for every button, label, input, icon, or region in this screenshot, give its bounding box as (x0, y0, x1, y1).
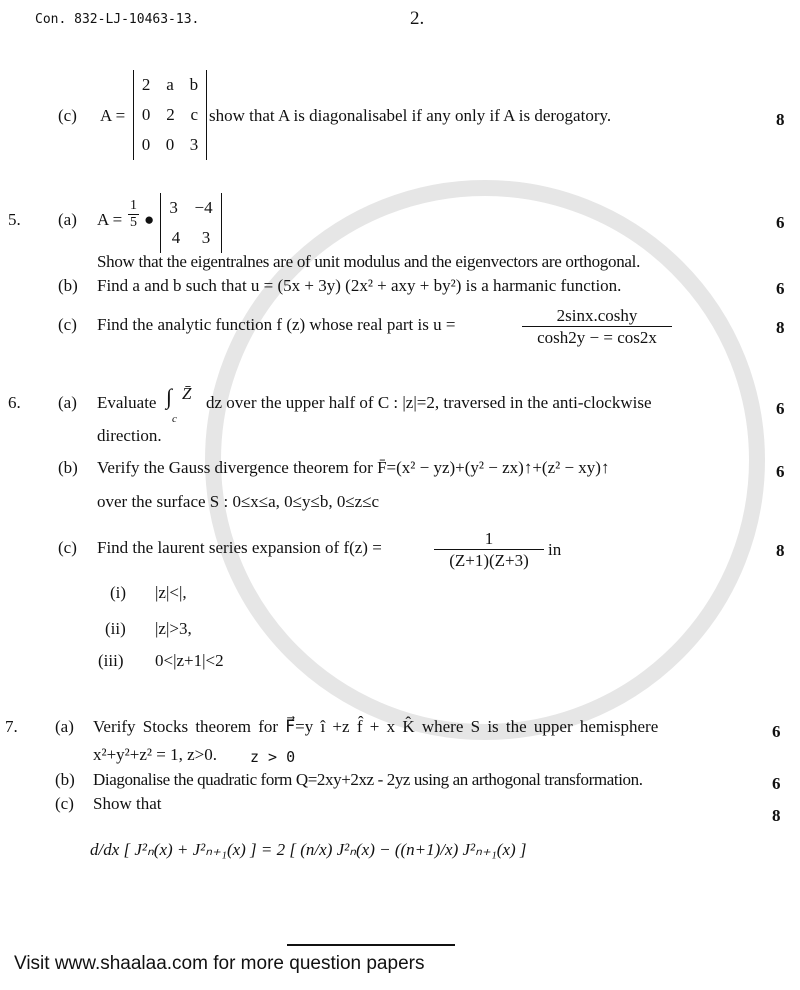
q5a-text: Show that the eigentralnes are of unit modulus and the eigenvectors are orthogonal. (97, 252, 641, 271)
q7a-text2: x²+y²+z² = 1, z>0. (93, 745, 217, 764)
q5b-label: (b) (58, 276, 78, 295)
cell: −4 (194, 198, 213, 217)
paper-code: Con. 832-LJ-10463-13. (35, 12, 200, 27)
denominator: cosh2y − = cos2x (537, 328, 657, 347)
q5a-label: (a) (58, 210, 77, 229)
q7c-marks: 8 (772, 806, 781, 825)
q7a-label: (a) (55, 717, 74, 736)
q5a-lhs: A = (97, 210, 123, 229)
q6c-ii-text: |z|>3, (155, 619, 192, 638)
q5a-matrix (160, 193, 222, 253)
q6a-text: dz over the upper half of C : |z|=2, traversed in the anti-clockwise (206, 393, 652, 412)
q4c-marks: 8 (776, 110, 785, 129)
handwritten-correction: z > 0 (250, 748, 296, 766)
q6a-text2: direction. (97, 426, 162, 445)
q7c-label: (c) (55, 794, 74, 813)
q7-number: 7. (5, 717, 18, 736)
q6b-text: Verify the Gauss divergence theorem for F̄=(x² − yz)+(y² − zx)↑+(z² − xy)↑ (97, 458, 610, 477)
q6c-post: in (548, 540, 562, 559)
page-number: 2. (410, 8, 425, 29)
cell: 0 (165, 135, 175, 154)
cell: a (166, 75, 174, 94)
q6b-marks: 6 (776, 462, 785, 481)
q5b-text: Find a and b such that u = (5x + 3y) (2x² + axy + by²) is a harmanic function. (97, 276, 622, 295)
cell: 2 (166, 105, 175, 124)
q5c-label: (c) (58, 315, 77, 334)
cell: 0 (141, 105, 151, 124)
q7a-text: Verify Stocks theorem for F⃗=y î +z f̂ + x K̂ where S is the upper hemisphere (93, 717, 659, 736)
q5a-marks: 6 (776, 213, 785, 232)
q7b-marks: 6 (772, 774, 781, 793)
cell: 2 (141, 75, 151, 94)
q5a-fraction (128, 198, 139, 231)
q6-number: 6. (8, 393, 21, 412)
numerator: 2sinx.coshy (522, 305, 672, 327)
q6c-iii-label: (iii) (98, 651, 124, 670)
q7a-marks: 6 (772, 722, 781, 741)
q6a-marks: 6 (776, 399, 785, 418)
q4c-text: show that A is diagonalisabel if any only if A is derogatory. (209, 106, 612, 125)
cell: 3 (189, 135, 199, 154)
q7c-text: Show that (93, 794, 162, 813)
denominator: (Z+1)(Z+3) (449, 551, 529, 570)
cell: b (189, 75, 199, 94)
q5-number: 5. (8, 210, 21, 229)
q6c-ii-label: (ii) (105, 619, 126, 638)
denominator: 5 (130, 215, 137, 230)
q6a-pre: Evaluate (97, 393, 157, 412)
q6c-i-text: |z|<|, (155, 583, 187, 602)
q6c-label: (c) (58, 538, 77, 557)
q7b-text: Diagonalise the quadratic form Q=2xy+2xz - 2yz using an arthogonal transformation. (93, 770, 643, 789)
q4c-matrix (133, 70, 207, 160)
q6c-fraction (434, 528, 544, 571)
cell: 4 (171, 228, 181, 247)
q6c-i-label: (i) (110, 583, 127, 602)
cell: 3 (201, 228, 211, 247)
integrand: Z̄ (182, 384, 192, 403)
q4c-label: (c) (58, 106, 77, 125)
cell: 3 (169, 198, 178, 217)
q5c-fraction (522, 305, 672, 348)
q6b-text2: over the surface S : 0≤x≤a, 0≤y≤b, 0≤z≤c (97, 492, 380, 511)
q4c-lhs: A = (100, 106, 126, 125)
q6c-text: Find the laurent series expansion of f(z) = (97, 538, 382, 557)
q7c-formula: d/dx [ J²ₙ(x) + J²ₙ₊₁(x) ] = 2 [ (n/x) J²ₙ(x) − ((n+1)/x) J²ₙ₊₁(x) ] (90, 840, 527, 859)
q6b-label: (b) (58, 458, 78, 477)
numerator: 1 (130, 198, 137, 213)
q6c-iii-text: 0<|z+1|<2 (155, 651, 224, 670)
cell: c (190, 105, 199, 124)
integral-sign: ∫ (166, 384, 173, 409)
q5c-text: Find the analytic function f (z) whose real part is u = (97, 315, 456, 334)
q7b-label: (b) (55, 770, 75, 789)
q6c-marks: 8 (776, 541, 785, 560)
q5b-marks: 6 (776, 279, 785, 298)
q5c-marks: 8 (776, 318, 785, 337)
q6a-label: (a) (58, 393, 77, 412)
integral-subscript: c (172, 413, 177, 425)
footer-link-text: Visit www.shaalaa.com for more question papers (14, 953, 425, 974)
numerator: 1 (434, 528, 544, 550)
end-rule (287, 944, 455, 946)
ink-dot: ● (144, 210, 155, 229)
cell: 0 (141, 135, 151, 154)
